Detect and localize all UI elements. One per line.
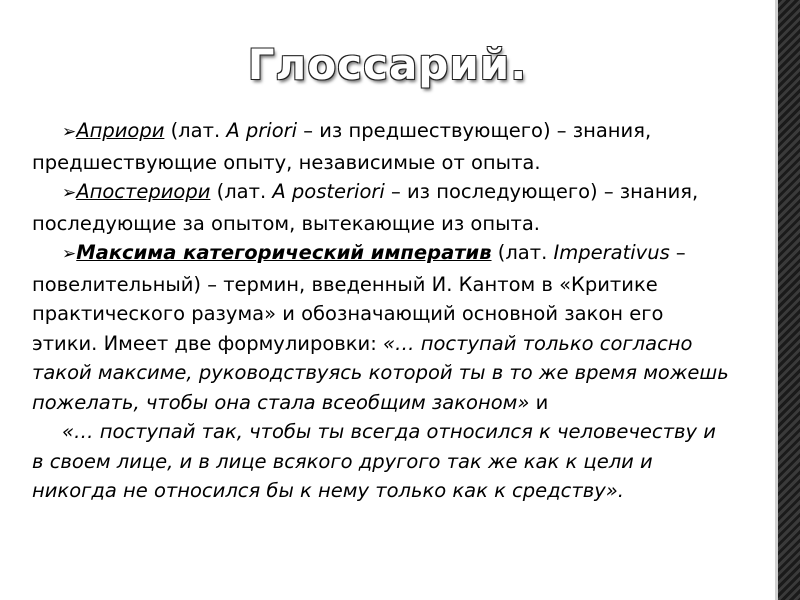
- glossary-entry: [32, 238, 732, 417]
- entry-text: и: [529, 390, 549, 414]
- arrow-bullet-icon: ➢: [62, 122, 77, 142]
- kant-quote: «… поступай только согласно такой максиме, руководствуясь которой ты в то же время можешь пожелать, чтобы она стала всеобщим законом»: [32, 331, 729, 414]
- glossary-entry: [32, 116, 732, 177]
- entry-text: (лат.: [491, 241, 554, 264]
- slide-title: Глоссарий.: [247, 40, 528, 89]
- glossary-term: Максима категорический императив: [76, 241, 492, 264]
- kant-quote: «… поступай так, чтобы ты всегда относился к человечеству и в своем лице, и в лице всякого другого так же как к цели и никогда не относился бы к нему только как к средству».: [32, 420, 716, 502]
- entry-text: (лат.: [164, 119, 227, 142]
- slide-edge-border: [775, 0, 800, 600]
- entry-text: – из последующего) – знания, последующие за опытом, вытекающие из опыта.: [32, 180, 699, 235]
- entry-text: (лат.: [210, 180, 273, 203]
- arrow-bullet-icon: ➢: [62, 183, 77, 203]
- glossary-term: Апостериори: [76, 180, 211, 203]
- latin-term: A priori: [226, 119, 298, 142]
- entry-text: – повелительный) – термин, введенный И. Кантом в «Критике практического разума» и обозначающий основной закон его этики. Имеет две формулировки:: [32, 241, 686, 355]
- latin-term: Imperativus: [553, 241, 670, 264]
- glossary-term: Априори: [76, 119, 165, 142]
- glossary-content: [32, 116, 732, 506]
- glossary-entry: [32, 177, 732, 238]
- arrow-bullet-icon: ➢: [62, 244, 77, 264]
- latin-term: A posteriori: [272, 180, 385, 203]
- entry-text: – из предшествующего) – знания, предшествующие опыту, независимые от опыта.: [32, 119, 652, 174]
